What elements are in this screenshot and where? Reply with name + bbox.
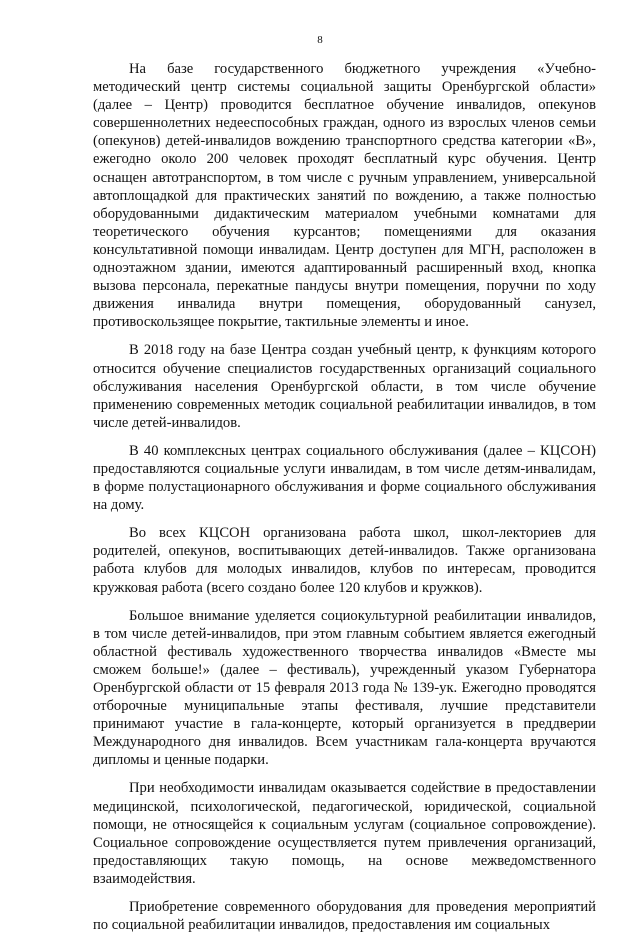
- paragraph-training-center-2018: В 2018 году на базе Центра создан учебный центр, к функциям которого относится обучение специалистов государственных организаций социального обслуживания населения Оренбургской области, в том числе обучение применению современных методик социальной реабилитации инвалидов, в том числе детей-инвалидов.: [93, 342, 596, 431]
- document-body: [93, 60, 596, 934]
- paragraph-kcson-schools-clubs: Во всех КЦСОН организована работа школ, школ-лекториев для родителей, опекунов, воспитывающих детей-инвалидов. Также организована работа клубов для молодых инвалидов, клубов по интересам, проводится кружковая работа (всего создано более 120 клубов и кружков).: [93, 525, 596, 596]
- page-number: 8: [317, 34, 323, 46]
- paragraph-social-support: При необходимости инвалидам оказывается содействие в предоставлении медицинской, психологической, педагогической, юридической, социальной помощи, не относящейся к социальным услугам (социальное сопровождение). Социальное сопровождение осуществляется путем привлечения организаций, предоставляющих такую помощь, на основе межведомственного взаимодействия.: [93, 780, 596, 887]
- paragraph-sociocultural-festival: Большое внимание уделяется социокультурной реабилитации инвалидов, в том числе детей-инвалидов, при этом главным событием является ежегодный областной фестиваль художественного творчества инвалидов «Вместе мы сможем больше!» (далее – фестиваль), учрежденный указом Губернатора Оренбургской области от 15 февраля 2013 года № 139-ук. Ежегодно проводятся отборочные муниципальные этапы фестиваля, лучшие представители принимают участие в гала-концерте, который организуется в преддверии Международного дня инвалидов. Всем участникам гала-концерта вручаются дипломы и ценные подарки.: [93, 607, 596, 769]
- paragraph-driving-training-center: На базе государственного бюджетного учреждения «Учебно-методический центр системы социальной защиты Оренбургской области» (далее – Центр) проводится бесплатное обучение инвалидов, опекунов совершеннолетних недееспособных граждан, одного из взрослых членов семьи (опекунов) детей-инвалидов вождению транспортного средства категории «В», ежегодно около 200 человек проходят бесплатный курс обучения. Центр оснащен автотранспортом, в том числе с ручным управлением, универсальной автоплощадкой для практических занятий по вождению, а также полностью оборудованными дидактическим материалом учебными комнатами для теоретического обучения курсантов; помещениями для оказания консультативной помощи инвалидам. Центр доступен для МГН, расположен в одноэтажном здании, имеются адаптированный расширенный вход, кнопка вызова персонала, перекатные пандусы внутри помещения, поручни по ходу движения инвалида внутри помещения, оборудованный санузел, противоскользящее покрытие, тактильные элементы и иное.: [93, 61, 596, 331]
- paragraph-equipment-purchase: Приобретение современного оборудования для проведения мероприятий по социальной реабилитации инвалидов, предоставления им социальных: [93, 899, 596, 934]
- paragraph-kcson-services: В 40 комплексных центрах социального обслуживания (далее – КЦСОН) предоставляются социальные услуги инвалидам, в том числе детям-инвалидам, в форме полустационарного обслуживания и форме социального обслуживания на дому.: [93, 442, 596, 514]
